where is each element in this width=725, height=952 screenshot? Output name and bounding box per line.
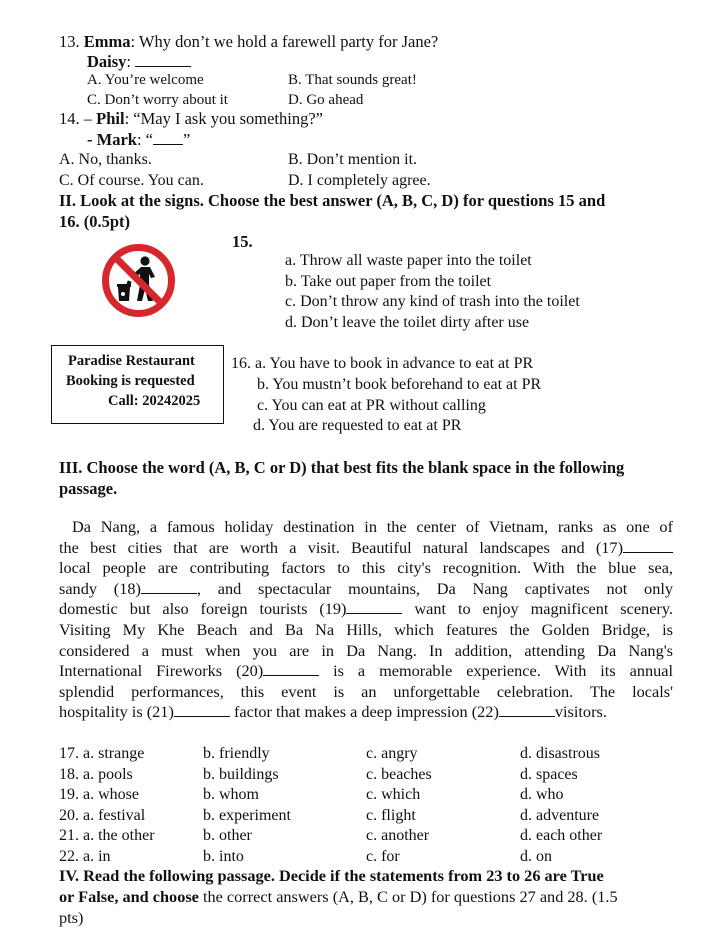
answer-blank (153, 130, 183, 145)
q15-option-b: b. Take out paper from the toilet (285, 273, 492, 290)
passage-text: Visiting My Khe Beach and Ba Na Hills, which features the Golden Bridge, is (59, 619, 673, 639)
option-cell: b. into (203, 848, 244, 865)
q15-number: 15. (232, 232, 253, 251)
option-cell: b. experiment (203, 806, 291, 824)
q14-option-a: A. No, thanks. (59, 151, 152, 168)
restaurant-sign (51, 345, 224, 424)
option-cell: c. another (366, 827, 430, 845)
passage-text: want to enjoy magnificent scenery. (402, 599, 674, 619)
section3-heading: III. Choose the word (A, B, C or D) that best fits the blank space in the following (59, 458, 625, 477)
q14-line: 14. – Phil: “May I ask you something?” (59, 109, 323, 128)
passage-line (59, 538, 673, 559)
sign-booking-note: Booking is requested (66, 373, 195, 389)
option-cell: d. who (520, 786, 564, 804)
passage-line (59, 682, 673, 703)
no-littering-sign-icon (101, 243, 176, 318)
q14-mark-line: - Mark: “ ” (87, 130, 191, 149)
q15-option-d: d. Don’t leave the toilet dirty after use (285, 314, 530, 331)
option-cell: 20. a. festival (59, 806, 146, 824)
passage-text: , and spectacular mountains, Da Nang captivates not only (196, 578, 673, 598)
q14-option-b: B. Don’t mention it. (288, 151, 418, 168)
passage-line (59, 620, 673, 641)
q16-option-d: d. You are requested to eat at PR (253, 417, 462, 434)
option-cell: b. friendly (203, 745, 270, 762)
q13-option-a: A. You’re welcome (87, 72, 204, 88)
passage-line (59, 558, 673, 579)
option-cell: c. angry (366, 745, 418, 762)
passage-text: factor that makes a deep impression (22) (229, 702, 499, 722)
passage-text: sandy (18) (59, 578, 141, 598)
passage-line (59, 702, 673, 723)
passage-line (59, 579, 673, 600)
q16-option-b: b. You mustn’t book beforehand to eat at PR (257, 376, 542, 393)
option-cell: d. spaces (520, 765, 578, 783)
option-cell: d. each other (520, 827, 603, 845)
answer-blank (263, 661, 319, 676)
option-cell: d. disastrous (520, 745, 600, 762)
q16-option-a: 16. a. You have to book in advance to eat at PR (231, 355, 534, 372)
sign-restaurant-name: Paradise Restaurant (68, 353, 195, 369)
passage-text: visitors. (554, 702, 607, 722)
passage-line (59, 641, 673, 662)
answer-blank (135, 52, 191, 67)
passage-line (59, 517, 673, 538)
option-cell: b. whom (203, 786, 259, 804)
reading-passage (59, 517, 673, 723)
passage-text: is a memorable experience. With its annual (319, 661, 674, 681)
passage-text: the best cities that are worth a visit. Beautiful natural landscapes and (17) (59, 537, 623, 557)
passage-line (59, 661, 673, 682)
option-cell: d. on (520, 848, 552, 865)
option-cell: 22. a. in (59, 848, 111, 865)
answer-blank (499, 702, 555, 717)
passage-text: considered a must when you are in Da Nang. In addition, attending Da Nang's (59, 640, 673, 660)
option-cell: c. which (366, 786, 421, 804)
q13-daisy-line: Daisy: (87, 52, 191, 72)
option-cell: c. for (366, 848, 400, 865)
section2-heading: II. Look at the signs. Choose the best answer (A, B, C, D) for questions 15 and (59, 191, 606, 210)
option-cell: 21. a. the other (59, 827, 155, 845)
q15-option-c: c. Don’t throw any kind of trash into the toilet (285, 293, 580, 310)
option-cell: b. buildings (203, 765, 279, 783)
q16-option-c: c. You can eat at PR without calling (257, 397, 486, 414)
passage-line (59, 599, 673, 620)
q13-option-d: D. Go ahead (288, 92, 364, 108)
section3-heading-cont: passage. (59, 479, 118, 498)
option-cell: c. flight (366, 806, 416, 824)
option-cell: 18. a. pools (59, 765, 133, 783)
section4-heading: IV. Read the following passage. Decide if the statements from 23 to 26 are True (59, 866, 604, 885)
q14-option-d: D. I completely agree. (288, 172, 431, 189)
passage-text: hospitality is (21) (59, 702, 174, 722)
passage-text: domestic but also foreign tourists (19) (59, 599, 347, 619)
q13-line: 13. Emma: Why don’t we hold a farewell party for Jane? (59, 32, 439, 51)
q15-option-a: a. Throw all waste paper into the toilet (285, 252, 532, 269)
q14-option-c: C. Of course. You can. (59, 172, 204, 189)
answer-blank (141, 579, 197, 594)
option-cell: 17. a. strange (59, 745, 145, 762)
passage-text: Da Nang, a famous holiday destination in the center of Vietnam, ranks as one of (72, 517, 673, 536)
sign-phone: Call: 20242025 (108, 393, 201, 409)
answer-blank (346, 599, 402, 614)
speaker-emma: Emma (83, 32, 131, 51)
speaker-phil: Phil (96, 109, 125, 128)
passage-text: International Fireworks (20) (59, 661, 264, 681)
passage-text: splendid performances, this event is an unforgettable celebration. The locals' (59, 681, 673, 701)
passage-text: local people are contributing factors to this city's recognition. With the blue sea, (59, 558, 673, 578)
q13-option-b: B. That sounds great! (288, 72, 417, 88)
section4-heading-cont: or False, and choose the correct answers (A, B, C or D) for questions 27 and 28. (1.5 (59, 887, 618, 906)
q13-option-c: C. Don’t worry about it (87, 92, 228, 108)
section4-heading-end: pts) (59, 908, 84, 927)
option-cell: d. adventure (520, 806, 600, 824)
option-cell: c. beaches (366, 765, 432, 783)
option-cell: 19. a. whose (59, 786, 139, 804)
answer-blank (174, 702, 230, 717)
answer-blank (623, 538, 673, 553)
option-cell: b. other (203, 827, 252, 845)
section2-heading-cont: 16. (0.5pt) (59, 212, 131, 231)
